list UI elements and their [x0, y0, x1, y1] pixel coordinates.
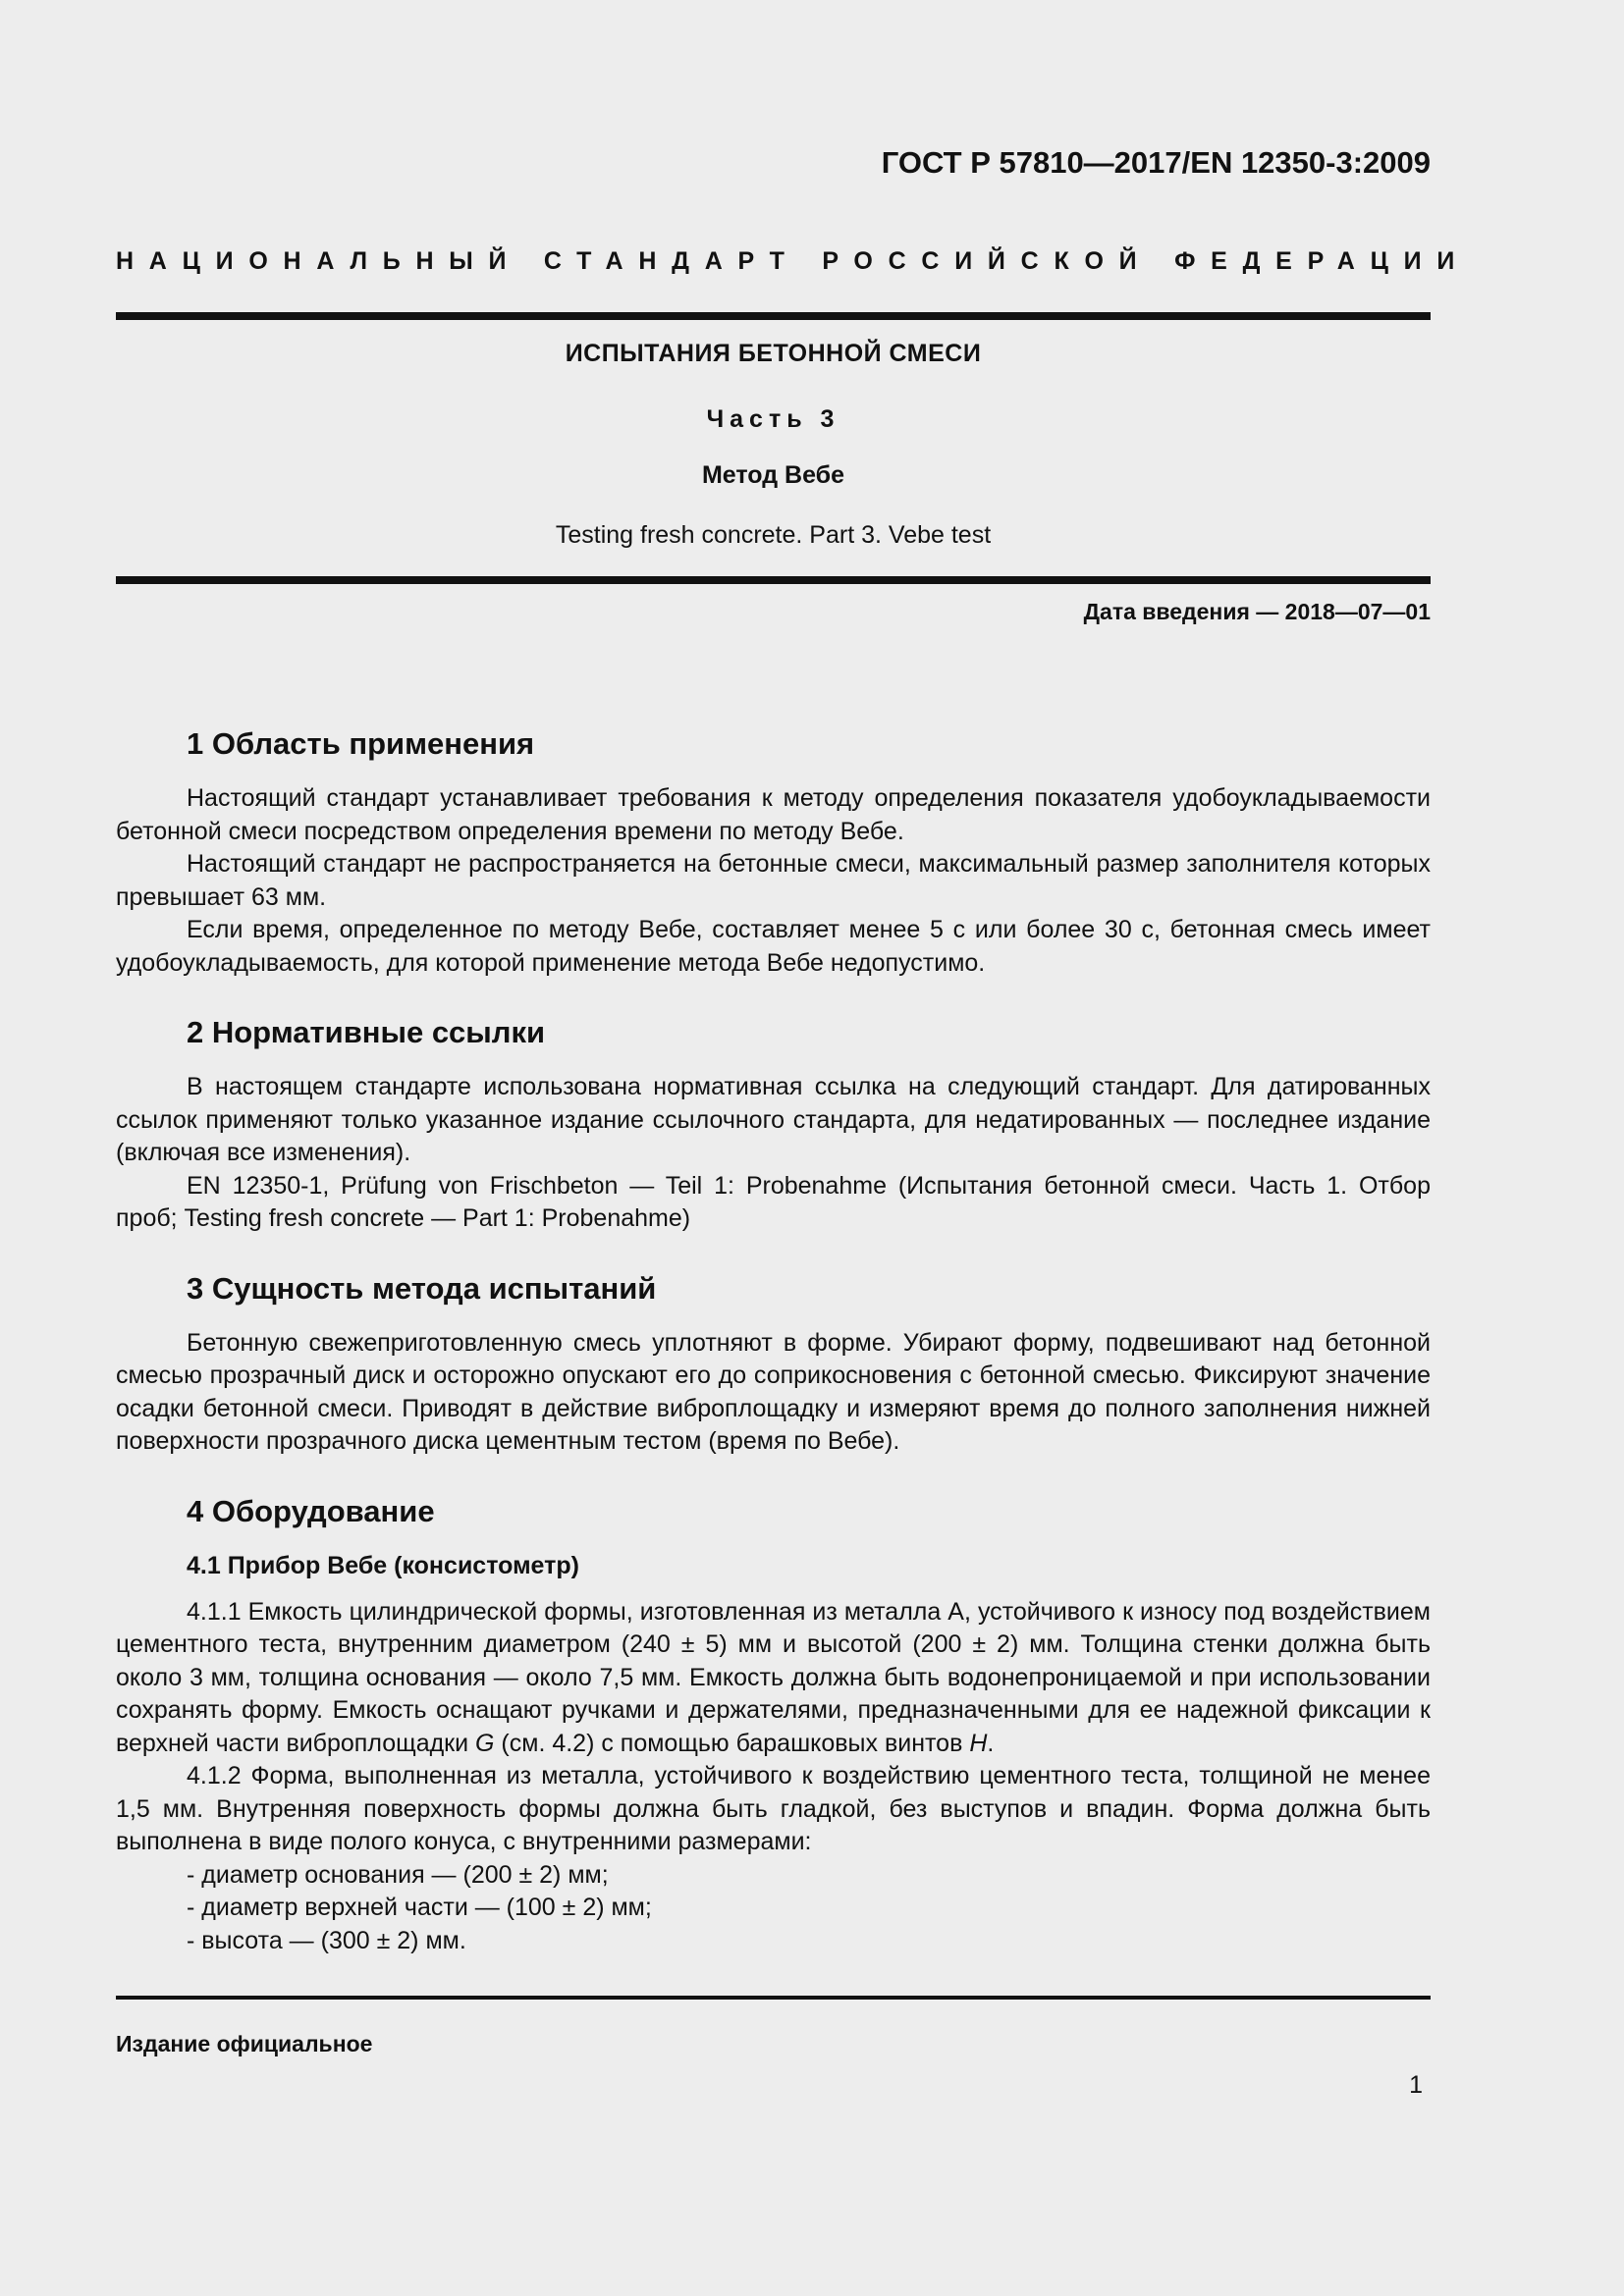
paragraph: Бетонную свежеприготовленную смесь уплотняют в форме. Убирают форму, подвешивают над бетонной смесью прозрачный диск и осторожно опускают его до соприкосновения с бетонной смесью. Фиксируют значение осадки бетонной смеси. Приводят в действие виброплощадку и измеряют время до полного заполнения нижней поверхности прозрачного диска цементным тестом (время по Вебе).: [116, 1328, 1431, 1455]
paragraph: EN 12350-1, Prüfung von Frischbeton — Teil 1: Probenahme (Испытания бетонной смеси. Часть 1. Отбор проб; Testing fresh concrete — Part 1: Probenahme): [116, 1171, 1431, 1232]
paragraph: Настоящий стандарт не распространяется на бетонные смеси, максимальный размер заполнителя которых превышает 63 мм.: [116, 850, 1431, 911]
section-heading: 4 Оборудование: [187, 1493, 435, 1528]
document-body: [116, 724, 1431, 1957]
top-rule: [116, 312, 1431, 320]
introduction-date: Дата введения — 2018—07—01: [1083, 599, 1431, 624]
title-bottom-rule: [116, 576, 1431, 584]
edition-label: Издание официальное: [116, 2031, 373, 2056]
subsection-heading: 4.1 Прибор Вебе (консистометр): [187, 1551, 579, 1579]
section-principle: [116, 1269, 1431, 1459]
paragraph: Настоящий стандарт устанавливает требования к методу определения показателя удобоукладываемости бетонной смеси посредством определения времени по методу Вебе.: [116, 784, 1431, 845]
section-heading: 2 Нормативные ссылки: [187, 1015, 546, 1049]
document-page: [116, 0, 1471, 2296]
document-subtitle: Метод Вебе: [701, 461, 845, 489]
document-title: ИСПЫТАНИЯ БЕТОННОЙ СМЕСИ: [565, 340, 982, 367]
paragraph: Если время, определенное по методу Вебе, составляет менее 5 с или более 30 с, бетонная смесь имеет удобоукладываемость, для которой применение метода Вебе недопустимо.: [116, 916, 1431, 977]
section-heading: 1 Область применения: [187, 726, 535, 761]
document-part: Часть 3: [706, 405, 840, 433]
section-equipment: [116, 1492, 1431, 1958]
paragraph-text: .: [987, 1729, 995, 1757]
page-number: 1: [1409, 2071, 1423, 2099]
standard-designation: ГОСТ Р 57810—2017/EN 12350-3:2009: [881, 145, 1431, 180]
section-references: [116, 1013, 1431, 1236]
list-item: - высота — (300 ± 2) мм.: [187, 1926, 466, 1954]
paragraph: [116, 1596, 1431, 1761]
section-scope: [116, 724, 1431, 980]
paragraph-text: 4.1.1 Емкость цилиндрической формы, изготовленная из металла А, устойчивого к износу под воздействием цементного теста, внутренним диаметром (240 ± 5) мм и высотой (200 ± 2) мм. Толщина стенки должна быть около 3 мм, толщина основания — около 7,5 мм. Емкость должна быть водонепроницаемой и при использовании сохранять форму. Емкость оснащают ручками и держателями, предназначенными для ее надежной фиксации к верхней части виброплощадки: [116, 1597, 1431, 1757]
list-item: - диаметр основания — (200 ± 2) мм;: [187, 1860, 609, 1889]
list-item: - диаметр верхней части — (100 ± 2) мм;: [187, 1894, 652, 1921]
label-h: H: [969, 1729, 988, 1757]
paragraph: 4.1.2 Форма, выполненная из металла, устойчивого к воздействию цементного теста, толщиной не менее 1,5 мм. Внутренняя поверхность формы должна быть гладкой, без выступов и впадин. Форма должна быть выполнена в виде полого конуса, с внутренними размерами:: [116, 1762, 1431, 1855]
paragraph-text: (см. 4.2) с помощью барашковых винтов: [494, 1729, 970, 1757]
footer-rule: [116, 1996, 1431, 2000]
national-standard-label: НАЦИОНАЛЬНЫЙ СТАНДАРТ РОССИЙСКОЙ ФЕДЕРАЦИИ: [116, 247, 1471, 275]
english-title: Testing fresh concrete. Part 3. Vebe test: [555, 521, 992, 549]
label-g: G: [475, 1729, 495, 1757]
paragraph: В настоящем стандарте использована нормативная ссылка на следующий стандарт. Для датированных ссылок применяют только указанное издание ссылочного стандарта, для недатированных — последнее издание (включая все изменения).: [116, 1073, 1431, 1166]
section-heading: 3 Сущность метода испытаний: [187, 1270, 657, 1306]
